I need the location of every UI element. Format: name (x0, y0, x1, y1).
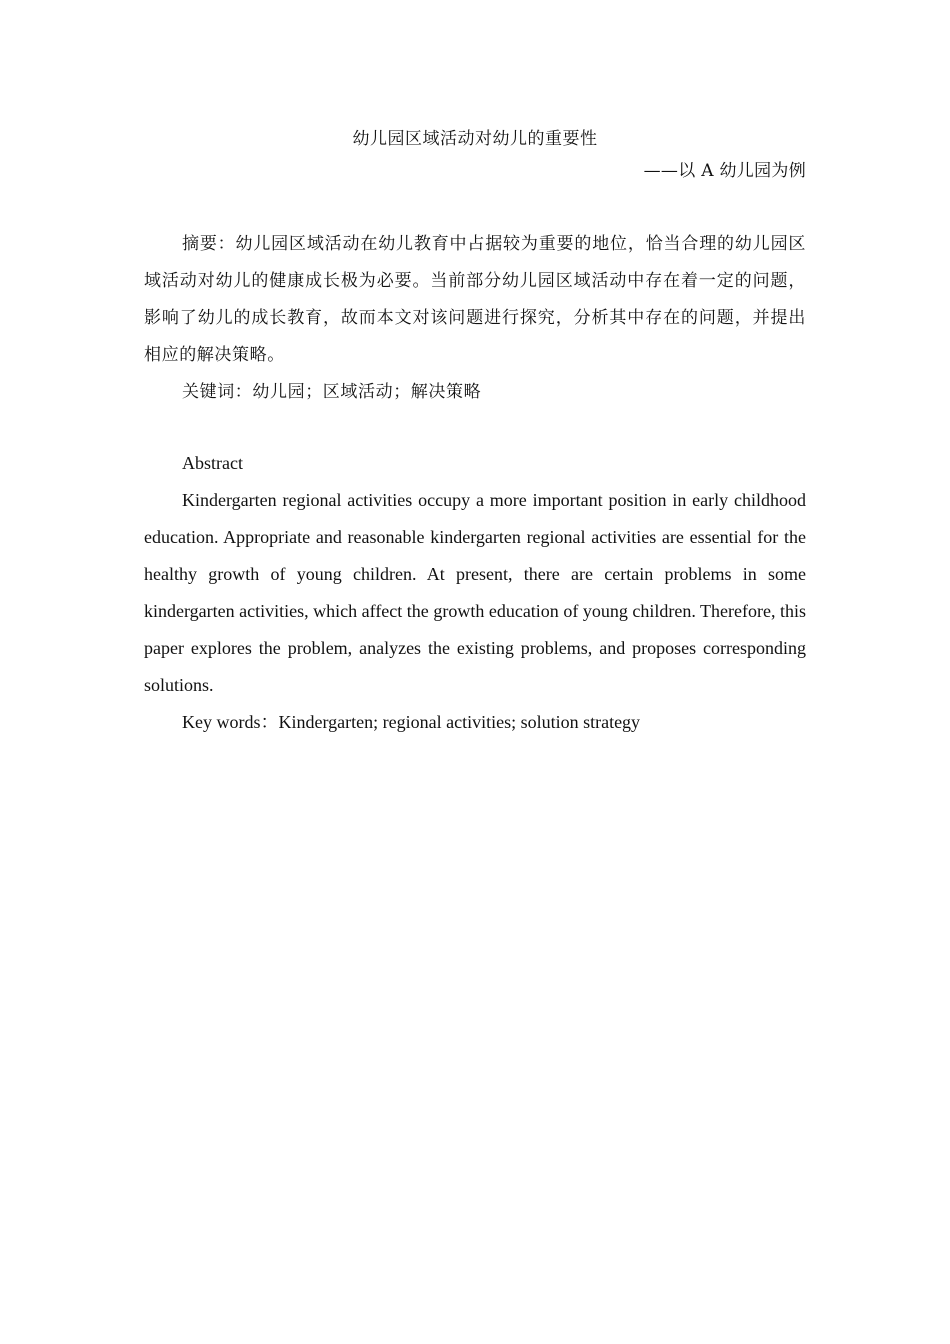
chinese-abstract: 摘要：幼儿园区域活动在幼儿教育中占据较为重要的地位，恰当合理的幼儿园区域活动对幼儿的健康成长极为必要。当前部分幼儿园区域活动中存在着一定的问题，影响了幼儿的成长教育，故而本文对该问题进行探究，分析其中存在的问题，并提出相应的解决策略。 (144, 234, 806, 365)
document-body (144, 124, 806, 741)
english-keywords: Key words：Kindergarten; regional activities; solution strategy (182, 712, 641, 732)
english-abstract: Kindergarten regional activities occupy a more important position in early childhood education. Appropriate and reasonable kindergarten regional activities are essential for the healthy growth of young children. At present, there are certain problems in some kindergarten activities, which affect the growth education of young children. Therefore, this paper explores the problem, analyzes the existing problems, and proposes corresponding solutions. (144, 490, 806, 695)
chinese-keywords: 关键词：幼儿园；区域活动；解决策略 (182, 382, 482, 402)
english-abstract-heading: Abstract (182, 453, 243, 473)
document-title: 幼儿园区域活动对幼儿的重要性 (352, 129, 598, 149)
document-subtitle: ——以 A 幼儿园为例 (643, 161, 806, 181)
